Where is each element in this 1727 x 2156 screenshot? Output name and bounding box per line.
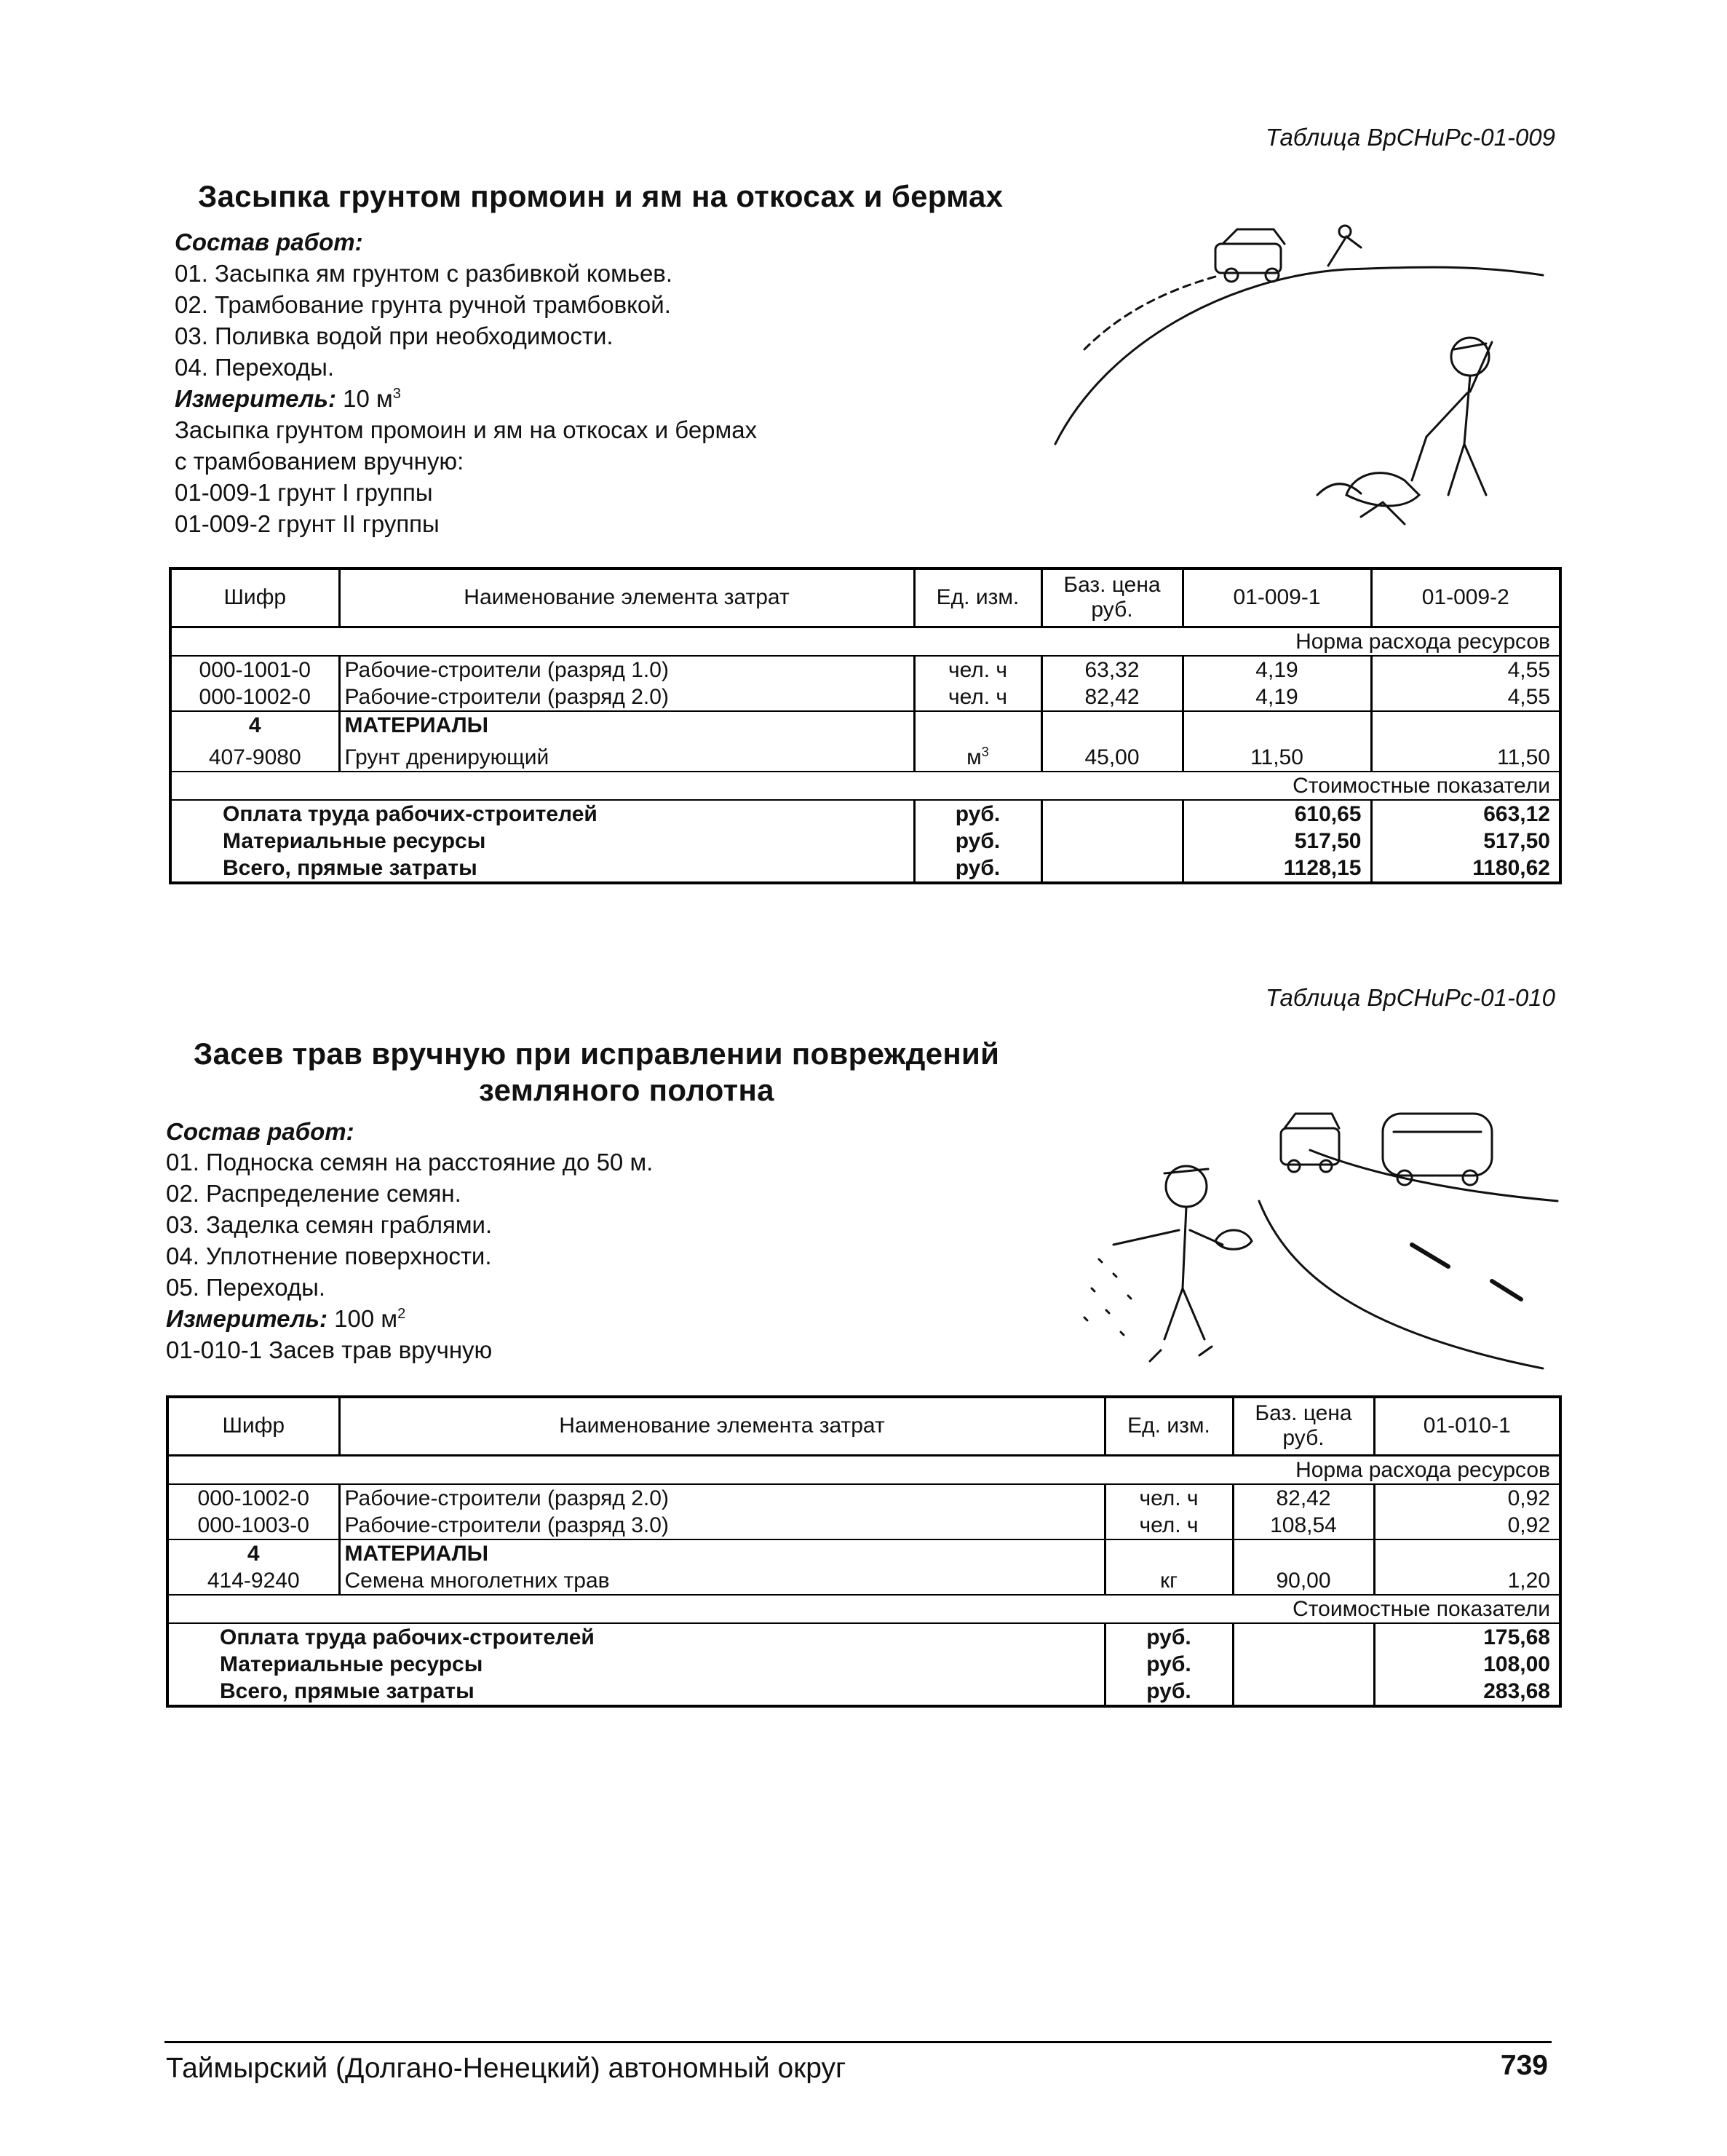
row-price: 82,42: [1233, 1484, 1374, 1512]
total-unit: руб.: [914, 800, 1041, 828]
meter-power: 2: [397, 1306, 406, 1322]
row-value-1: 4,19: [1183, 656, 1371, 683]
section-title: Засыпка грунтом промоин и ям на откосах и бермах: [198, 179, 1004, 213]
total-name: Оплата труда рабочих-строителей: [167, 1623, 1105, 1651]
total-name: Оплата труда рабочих-строителей: [170, 800, 914, 828]
group-name: МАТЕРИАЛЫ: [339, 711, 914, 739]
total-value-2: 517,50: [1371, 828, 1560, 855]
meter-line: [166, 1305, 405, 1333]
row-code: 000-1002-0: [167, 1484, 339, 1512]
material-value-1: 1,20: [1374, 1567, 1560, 1595]
row-value-2: 4,55: [1371, 683, 1560, 711]
section-title-line-2: земляного полотна: [479, 1073, 774, 1107]
header-unit: Ед. изм.: [1105, 1397, 1233, 1455]
group-name: МАТЕРИАЛЫ: [339, 1539, 1105, 1567]
header-price: Баз. цена руб.: [1041, 568, 1183, 627]
header-price: Баз. цена руб.: [1233, 1397, 1374, 1455]
meter-power: 3: [392, 386, 401, 402]
material-price: 90,00: [1233, 1567, 1374, 1595]
total-name: Материальные ресурсы: [170, 828, 914, 855]
description-line: Засыпка грунтом промоин и ям на откосах и бермах: [175, 416, 758, 443]
work-item: 01. Подноска семян на расстояние до 50 м.: [166, 1149, 654, 1176]
row-value-2: 4,55: [1371, 656, 1560, 683]
row-name: Рабочие-строители (разряд 2.0): [339, 1484, 1105, 1512]
row-name: Рабочие-строители (разряд 1.0): [339, 656, 914, 683]
row-value-1: 0,92: [1374, 1512, 1560, 1539]
row-name: Рабочие-строители (разряд 3.0): [339, 1512, 1105, 1539]
group-code: 4: [170, 711, 339, 739]
row-price: 108,54: [1233, 1512, 1374, 1539]
material-value-2: 11,50: [1371, 739, 1560, 772]
total-name: Всего, прямые затраты: [167, 1678, 1105, 1706]
header-code: Шифр: [167, 1397, 339, 1455]
material-name: Семена многолетних трав: [339, 1567, 1105, 1595]
material-price: 45,00: [1041, 739, 1183, 772]
row-value-1: 0,92: [1374, 1484, 1560, 1512]
cost-table-1: [169, 567, 1562, 884]
total-unit: руб.: [1105, 1623, 1233, 1651]
work-item: 03. Поливка водой при необходимости.: [175, 322, 614, 349]
description-line: с трамбованием вручную:: [175, 448, 464, 475]
row-unit: чел. ч: [914, 656, 1041, 683]
header-code: Шифр: [170, 568, 339, 627]
table-label: Таблица ВрСНиРс-01-010: [1266, 984, 1555, 1011]
material-name: Грунт дренирующий: [339, 739, 914, 772]
row-price: 63,32: [1041, 656, 1183, 683]
footer-rule: [164, 2041, 1552, 2043]
total-unit: руб.: [914, 828, 1041, 855]
meter-label: Измеритель:: [166, 1305, 327, 1332]
work-item: 02. Трамбование грунта ручной трамбовкой.: [175, 291, 671, 318]
row-unit: чел. ч: [1105, 1484, 1233, 1512]
total-value-1: 283,68: [1374, 1678, 1560, 1706]
page-number: 739: [1500, 2050, 1548, 2081]
header-name: Наименование элемента затрат: [339, 1397, 1105, 1455]
header-name: Наименование элемента затрат: [339, 568, 914, 627]
total-value-1: 108,00: [1374, 1651, 1560, 1678]
total-name: Всего, прямые затраты: [170, 855, 914, 883]
meter-value: 100 м: [334, 1305, 398, 1332]
worker-sowing-illustration: [1070, 1099, 1565, 1376]
total-value-2: 1180,62: [1371, 855, 1560, 883]
total-name: Материальные ресурсы: [167, 1651, 1105, 1678]
total-unit: руб.: [914, 855, 1041, 883]
header-unit: Ед. изм.: [914, 568, 1041, 627]
header-variant-2: 01-009-2: [1371, 568, 1560, 627]
meter-line: [175, 385, 401, 413]
row-value-1: 4,19: [1183, 683, 1371, 711]
total-value-1: 610,65: [1183, 800, 1371, 828]
row-unit: чел. ч: [914, 683, 1041, 711]
norm-header: Норма расхода ресурсов: [170, 627, 1560, 656]
material-unit: кг: [1105, 1567, 1233, 1595]
work-item: 04. Переходы.: [175, 354, 334, 381]
worker-shoveling-illustration: [1041, 204, 1565, 546]
cost-header: Стоимостные показатели: [170, 772, 1560, 800]
work-item: 02. Распределение семян.: [166, 1180, 461, 1207]
total-unit: руб.: [1105, 1678, 1233, 1706]
header-variant-1: 01-010-1: [1374, 1397, 1560, 1455]
footer-region: Таймырский (Долгано-Ненецкий) автономный округ: [166, 2053, 846, 2084]
norm-header: Норма расхода ресурсов: [167, 1455, 1560, 1484]
total-value-1: 517,50: [1183, 828, 1371, 855]
meter-value: 10 м: [343, 385, 393, 412]
work-item: 05. Переходы.: [166, 1274, 325, 1301]
row-unit: чел. ч: [1105, 1512, 1233, 1539]
section-title: Засев трав вручную при исправлении повреждений: [194, 1037, 1000, 1071]
total-value-1: 1128,15: [1183, 855, 1371, 883]
row-code: 000-1003-0: [167, 1512, 339, 1539]
material-value-1: 11,50: [1183, 739, 1371, 772]
cost-table-2: [166, 1395, 1562, 1708]
works-heading: Состав работ:: [175, 229, 363, 255]
work-item: 01. Засыпка ям грунтом с разбивкой комьев.: [175, 260, 673, 287]
works-heading: Состав работ:: [166, 1118, 354, 1145]
material-unit: $м^3$: [914, 739, 1041, 772]
material-code: 407-9080: [170, 739, 339, 772]
table-label: Таблица ВрСНиРс-01-009: [1266, 124, 1555, 151]
row-code: 000-1001-0: [170, 656, 339, 683]
total-unit: руб.: [1105, 1651, 1233, 1678]
cost-header: Стоимостные показатели: [167, 1595, 1560, 1623]
group-code: 4: [167, 1539, 339, 1567]
work-item: 03. Заделка семян граблями.: [166, 1211, 493, 1238]
variant-line: 01-010-1 Засев трав вручную: [166, 1336, 493, 1363]
row-price: 82,42: [1041, 683, 1183, 711]
meter-label: Измеритель:: [175, 385, 336, 412]
material-code: 414-9240: [167, 1567, 339, 1595]
work-item: 04. Уплотнение поверхности.: [166, 1243, 492, 1269]
row-code: 000-1002-0: [170, 683, 339, 711]
total-value-1: 175,68: [1374, 1623, 1560, 1651]
variant-line: 01-009-2 грунт II группы: [175, 510, 440, 537]
variant-line: 01-009-1 грунт I группы: [175, 479, 433, 506]
header-variant-1: 01-009-1: [1183, 568, 1371, 627]
row-name: Рабочие-строители (разряд 2.0): [339, 683, 914, 711]
total-value-2: 663,12: [1371, 800, 1560, 828]
